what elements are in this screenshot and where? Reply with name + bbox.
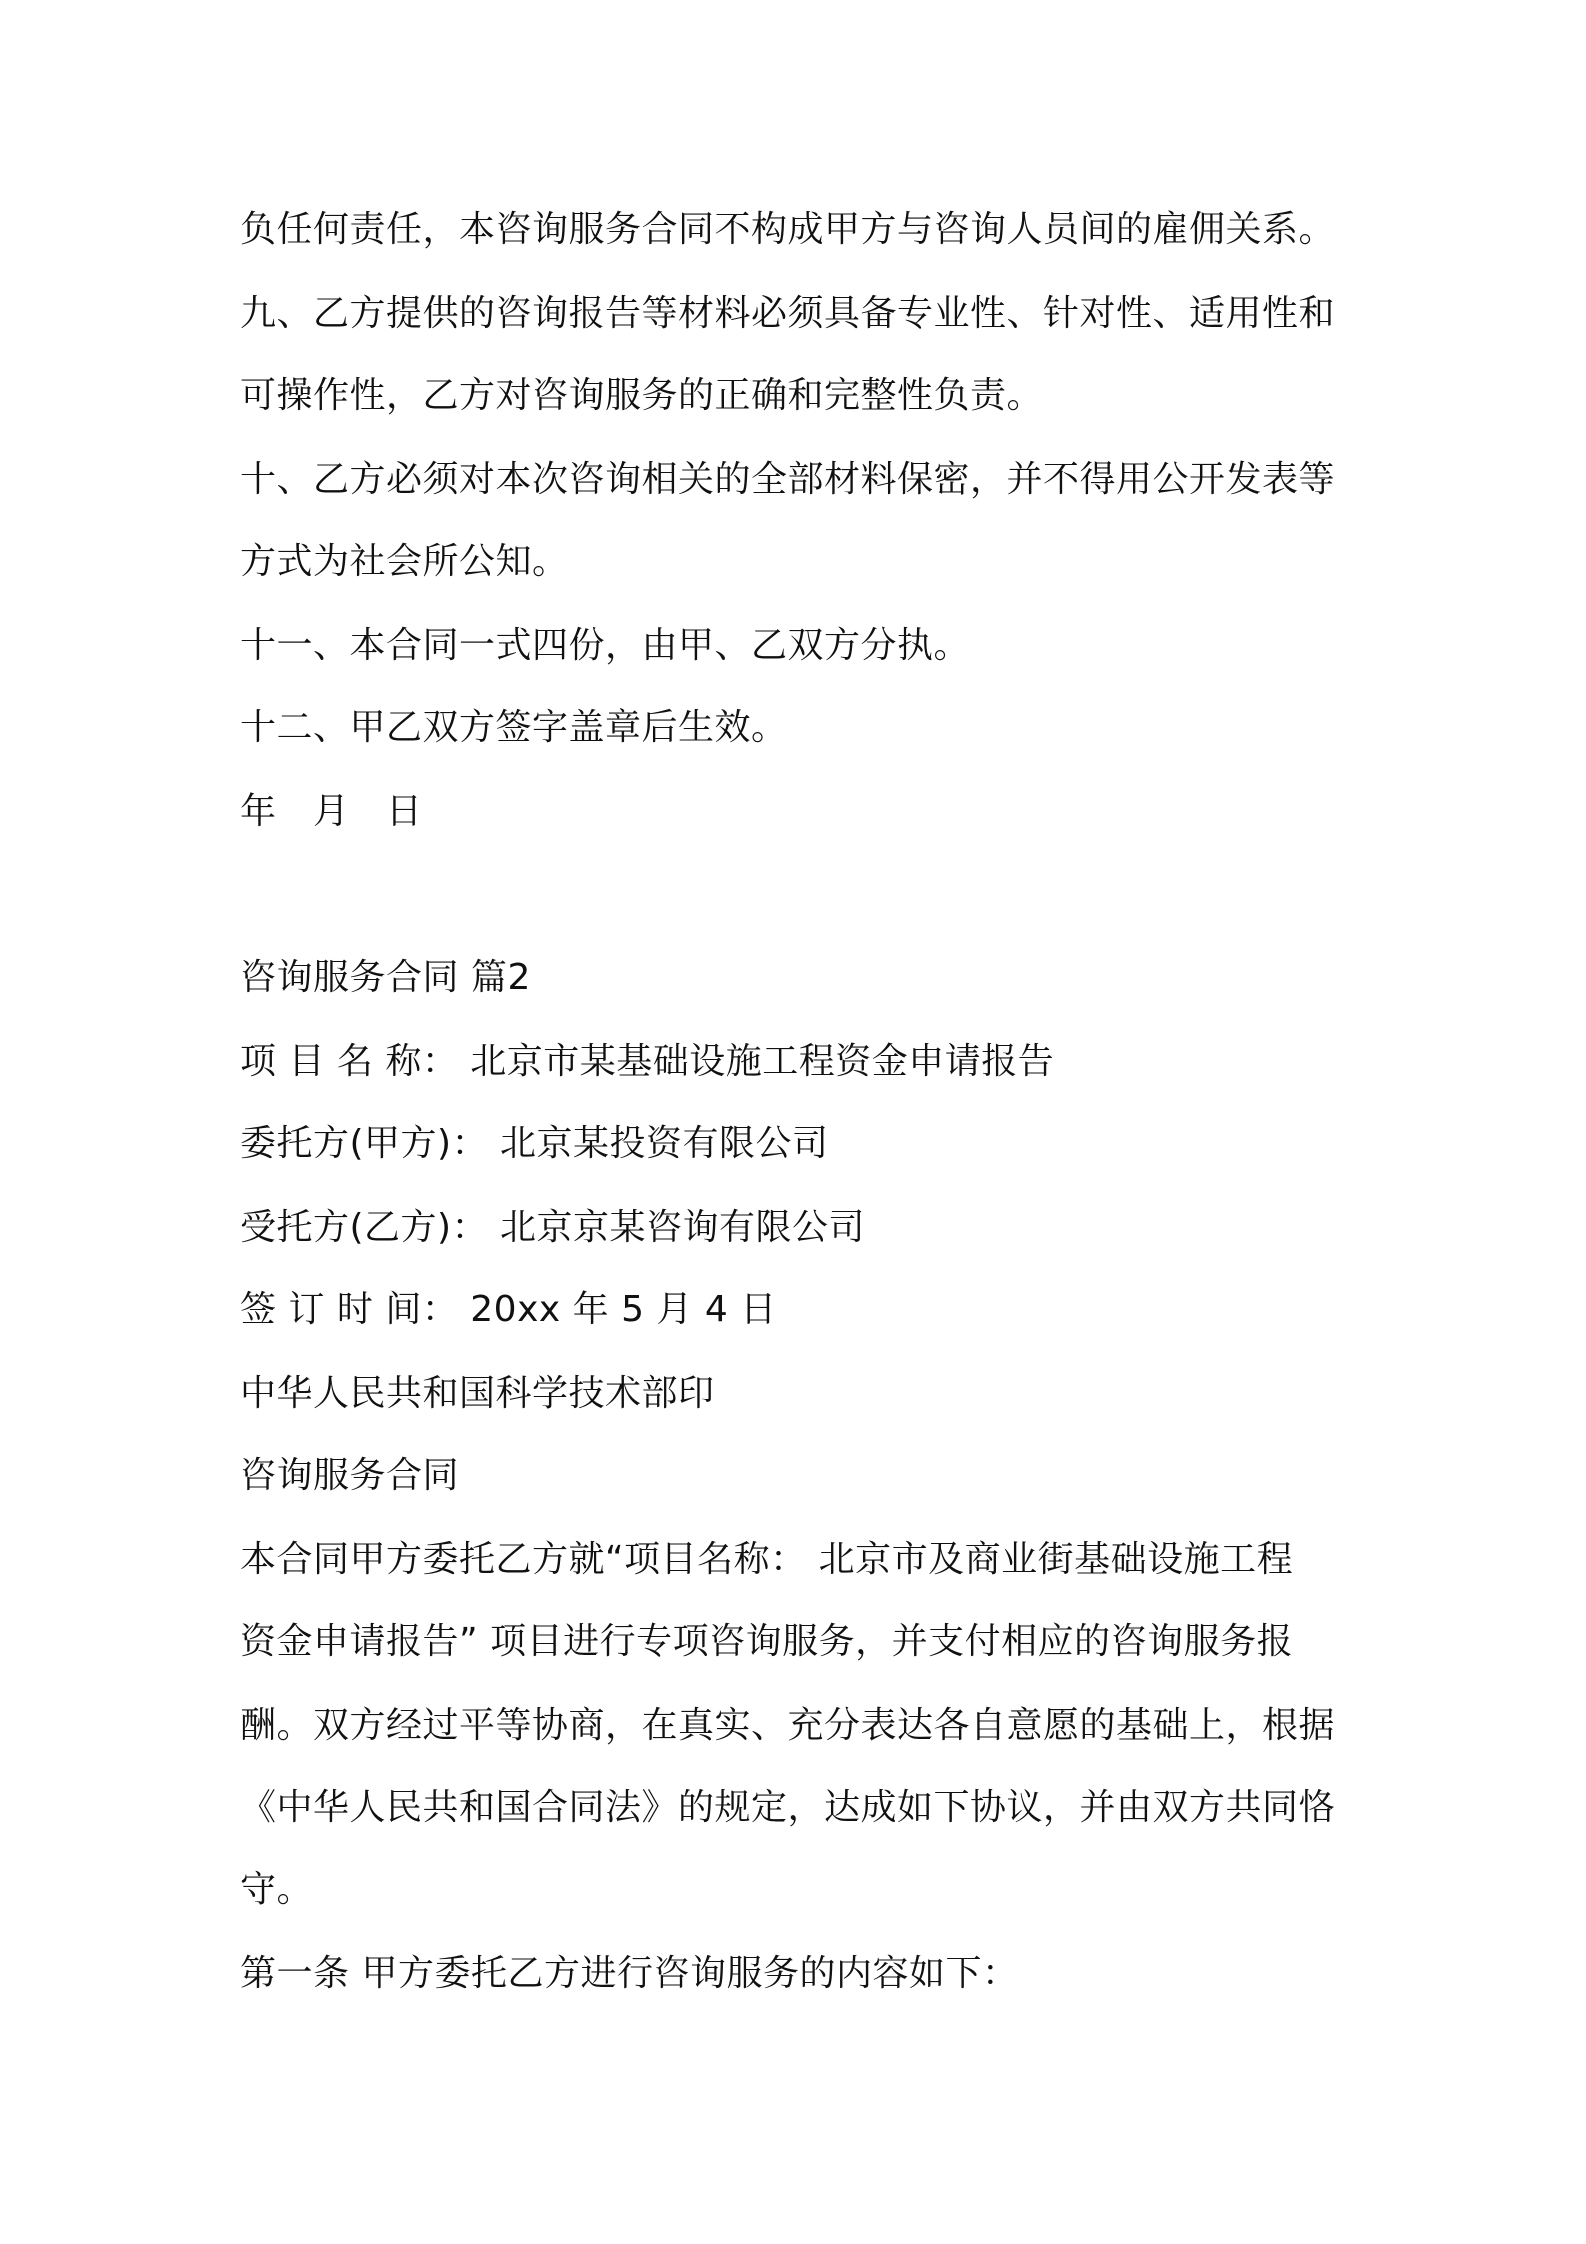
clause-10-line-2: 方式为社会所公知。: [240, 541, 569, 582]
client-party: 委托方(甲方)： 北京某投资有限公司: [240, 1123, 829, 1164]
signing-date: 签 订 时 间： 20xx 年 5 月 4 日: [240, 1289, 777, 1330]
section-title: 咨询服务合同 篇2: [240, 957, 531, 998]
preamble-line-2: 资金申请报告” 项目进行专项咨询服务，并支付相应的咨询服务报: [240, 1621, 1294, 1662]
preamble-line-5: 守。: [240, 1869, 314, 1910]
clause-9-line-2: 可操作性，乙方对咨询服务的正确和完整性负责。: [240, 375, 1044, 416]
date-placeholder: 年 月 日: [240, 791, 423, 832]
project-name: 项 目 名 称： 北京市某基础设施工程资金申请报告: [240, 1041, 1055, 1082]
preamble-line-3: 酬。双方经过平等协商，在真实、充分表达各自意愿的基础上，根据: [240, 1705, 1336, 1746]
preamble-line-1: 本合同甲方委托乙方就“项目名称： 北京市及商业街基础设施工程: [240, 1539, 1294, 1580]
clause-11: 十一、本合同一式四份，由甲、乙双方分执。: [240, 625, 971, 666]
article-1-heading: 第一条 甲方委托乙方进行咨询服务的内容如下：: [240, 1953, 1019, 1994]
clause-10-line-1: 十、乙方必须对本次咨询相关的全部材料保密，并不得用公开发表等: [240, 459, 1336, 500]
ministry-print: 中华人民共和国科学技术部印: [240, 1373, 715, 1414]
text-line-liability: 负任何责任，本咨询服务合同不构成甲方与咨询人员间的雇佣关系。: [240, 209, 1336, 250]
contractor-party: 受托方(乙方)： 北京京某咨询有限公司: [240, 1207, 866, 1248]
preamble-line-4: 《中华人民共和国合同法》的规定，达成如下协议，并由双方共同恪: [240, 1787, 1336, 1828]
clause-12: 十二、甲乙双方签字盖章后生效。: [240, 707, 788, 748]
clause-9-line-1: 九、乙方提供的咨询报告等材料必须具备专业性、针对性、适用性和: [240, 293, 1336, 334]
contract-heading: 咨询服务合同: [240, 1455, 460, 1496]
